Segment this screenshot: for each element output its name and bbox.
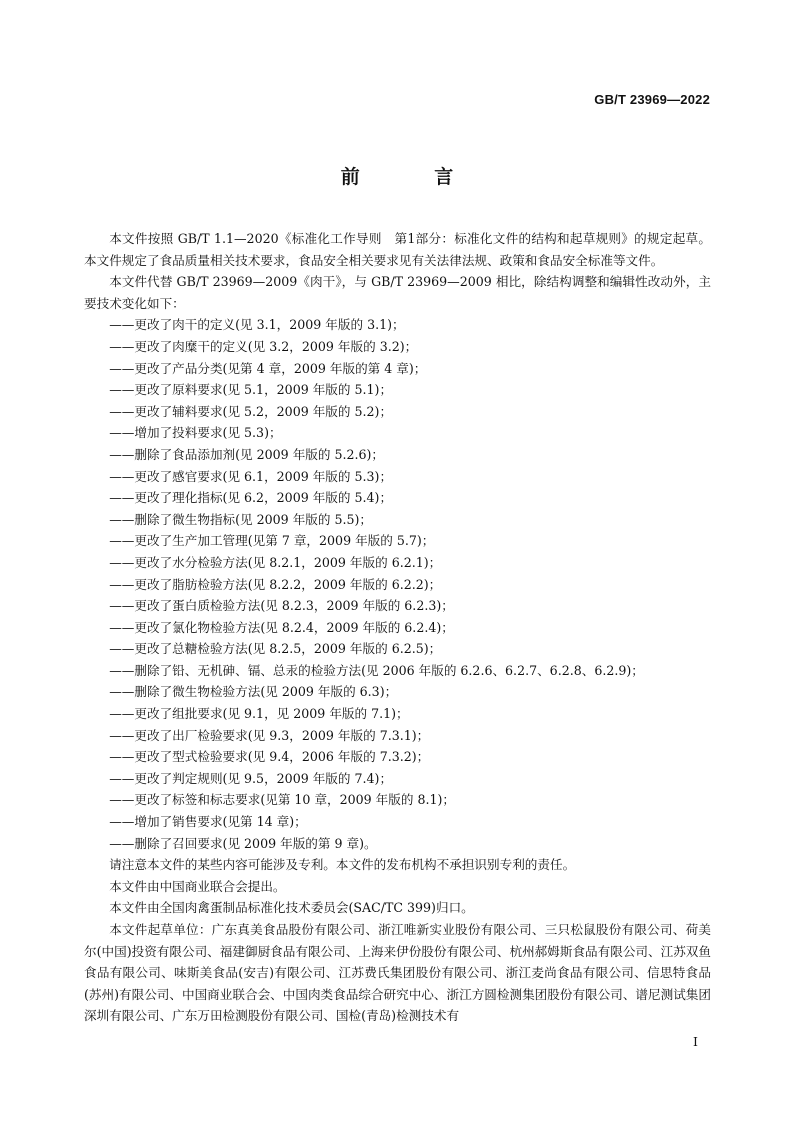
change-item: ——删除了微生物检验方法(见 2009 年版的 6.3)； <box>109 684 398 700</box>
change-item: ——更改了生产加工管理(见第 7 章，2009 年版的 5.7)； <box>109 533 435 549</box>
paragraph-patent-notice: 请注意本文件的某些内容可能涉及专利。本文件的发布机构不承担识别专利的责任。 <box>109 857 576 873</box>
change-item: ——更改了肉干的定义(见 3.1，2009 年版的 3.1)； <box>109 317 405 333</box>
change-item: ——更改了氯化物检验方法(见 8.2.4，2009 年版的 6.2.4)； <box>109 619 454 635</box>
change-item: ——更改了型式检验要求(见 9.4，2006 年版的 7.3.2)； <box>109 749 430 765</box>
change-item: ——更改了水分检验方法(见 8.2.1，2009 年版的 6.2.1)； <box>109 554 442 570</box>
page-number: I <box>693 1034 698 1049</box>
paragraph-drafting-units: 本文件起草单位：广东真美食品股份有限公司、浙江唯新实业股份有限公司、三只松鼠股份有限公司、荷美尔(中国)投资有限公司、福建御厨食品有限公司、上海来伊份股份有限公司、杭州郝姆斯食品有限公司、江苏双鱼食品有限公司、味斯美食品(安吉)有限公司、江苏费氏集团股份有限公司、浙江麦尚食品有限公司、信思特食品(苏州)有限公司、中国商业联合会、中国肉类食品综合研究中心、浙江方圆检测集团股份有限公司、谱尼测试集团深圳有限公司、广东万田检测股份有限公司、国检(青岛)检测技术有 <box>84 922 711 1024</box>
change-item: ——增加了投料要求(见 5.3)； <box>109 425 282 441</box>
change-item: ——更改了理化指标(见 6.2，2009 年版的 5.4)； <box>109 490 393 506</box>
change-item: ——更改了出厂检验要求(见 9.3，2009 年版的 7.3.1)； <box>109 727 430 743</box>
change-item: ——更改了组批要求(见 9.1，见 2009 年版的 7.1)； <box>109 706 409 722</box>
paragraph-technical-committee: 本文件由全国肉禽蛋制品标准化技术委员会(SAC/TC 399)归口。 <box>109 900 474 916</box>
change-item: ——更改了脂肪检验方法(见 8.2.2，2009 年版的 6.2.2)； <box>109 576 442 592</box>
change-item: ——增加了销售要求(见第 14 章)； <box>109 814 307 830</box>
change-item: ——更改了肉糜干的定义(见 3.2，2009 年版的 3.2)； <box>109 338 418 354</box>
change-item: ——删除了食品添加剂(见 2009 年版的 5.2.6)； <box>109 446 385 462</box>
change-item: ——更改了总糖检验方法(见 8.2.5，2009 年版的 6.2.5)； <box>109 641 442 657</box>
paragraph-drafting-rules: 本文件按照 GB/T 1.1—2020《标准化工作导则 第1部分：标准化文件的结构和起草规则》的规定起草。本文件规定了食品质量相关技术要求，食品安全相关要求见有关法律法规、政策和食品安全标准等文件。 <box>84 231 711 268</box>
paragraph-proposed-by: 本文件由中国商业联合会提出。 <box>109 878 286 894</box>
change-item: ——删除了铅、无机砷、镉、总汞的检验方法(见 2006 年版的 6.2.6、6.2.7、6.2.8、6.2.9)； <box>109 662 644 678</box>
change-item: ——删除了微生物指标(见 2009 年版的 5.5)； <box>109 511 373 527</box>
page-title: 前 言 <box>340 166 488 188</box>
change-item: ——更改了原料要求(见 5.1，2009 年版的 5.1)； <box>109 382 393 398</box>
change-item: ——删除了召回要求(见 2009 年版的第 9 章)。 <box>109 835 377 851</box>
standard-number: GB/T 23969—2022 <box>594 92 710 107</box>
change-item: ——更改了产品分类(见第 4 章，2009 年版的第 4 章)； <box>109 360 427 376</box>
paragraph-replaces: 本文件代替 GB/T 23969—2009《肉干》，与 GB/T 23969—2009 相比，除结构调整和编辑性改动外，主要技术变化如下： <box>84 274 711 311</box>
change-item: ——更改了标签和标志要求(见第 10 章，2009 年版的 8.1)； <box>109 792 456 808</box>
change-item: ——更改了感官要求(见 6.1，2009 年版的 5.3)； <box>109 468 393 484</box>
change-item: ——更改了辅料要求(见 5.2，2009 年版的 5.2)； <box>109 403 393 419</box>
change-item: ——更改了蛋白质检验方法(见 8.2.3，2009 年版的 6.2.3)； <box>109 598 454 614</box>
document-body <box>84 228 711 1027</box>
change-item: ——更改了判定规则(见 9.5，2009 年版的 7.4)； <box>109 770 393 786</box>
changes-list <box>84 314 711 854</box>
